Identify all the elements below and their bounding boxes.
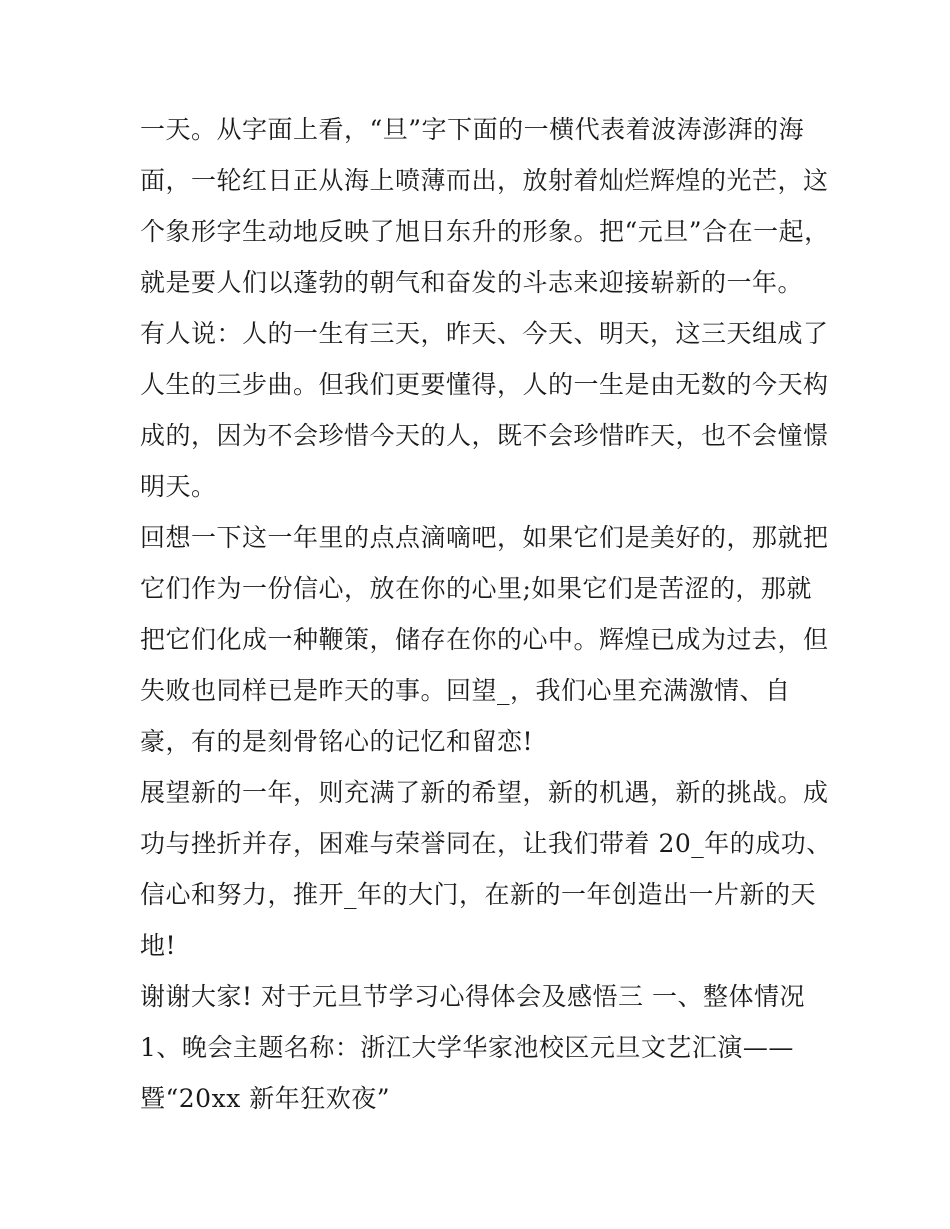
text-line: 豪，有的是刻骨铭心的记忆和留恋! [140, 727, 534, 756]
text-line: 信心和努力，推开_年的大门，在新的一年创造出一片新的天 [140, 880, 817, 909]
text-line: 1、晚会主题名称：浙江大学华家池校区元旦文艺汇演—— [140, 1033, 794, 1062]
text-line: 有人说：人的一生有三天，昨天、今天、明天，这三天组成了 [140, 319, 829, 348]
text-line: 就是要人们以蓬勃的朝气和奋发的斗志来迎接崭新的一年。 [140, 268, 804, 297]
text-line: 功与挫折并存，困难与荣誉同在，让我们带着 20_年的成功、 [140, 829, 832, 858]
text-line: 明天。 [140, 472, 217, 501]
text-line: 地! [140, 931, 177, 960]
text-line: 一天。从字面上看，“旦”字下面的一横代表着波涛澎湃的海 [140, 115, 805, 144]
text-line: 面，一轮红日正从海上喷薄而出，放射着灿烂辉煌的光芒，这 [140, 166, 829, 195]
text-line: 失败也同样已是昨天的事。回望_，我们心里充满激情、自 [140, 676, 791, 705]
text-line: 展望新的一年，则充满了新的希望，新的机遇，新的挑战。成 [140, 778, 829, 807]
text-line: 谢谢大家! 对于元旦节学习心得体会及感悟三 一、整体情况 [140, 982, 805, 1011]
text-line: 人生的三步曲。但我们更要懂得，人的一生是由无数的今天构 [140, 370, 829, 399]
document-body [140, 104, 832, 1124]
text-line: 成的，因为不会珍惜今天的人，既不会珍惜昨天，也不会憧憬 [140, 421, 829, 450]
text-line: 暨“20xx 新年狂欢夜” [140, 1084, 391, 1113]
text-line: 个象形字生动地反映了旭日东升的形象。把“元旦”合在一起， [140, 217, 830, 246]
text-line: 把它们化成一种鞭策，储存在你的心中。辉煌已成为过去，但 [140, 625, 829, 654]
text-line: 回想一下这一年里的点点滴嘀吧，如果它们是美好的，那就把 [140, 523, 829, 552]
text-line: 它们作为一份信心，放在你的心里;如果它们是苦涩的，那就 [140, 574, 812, 603]
